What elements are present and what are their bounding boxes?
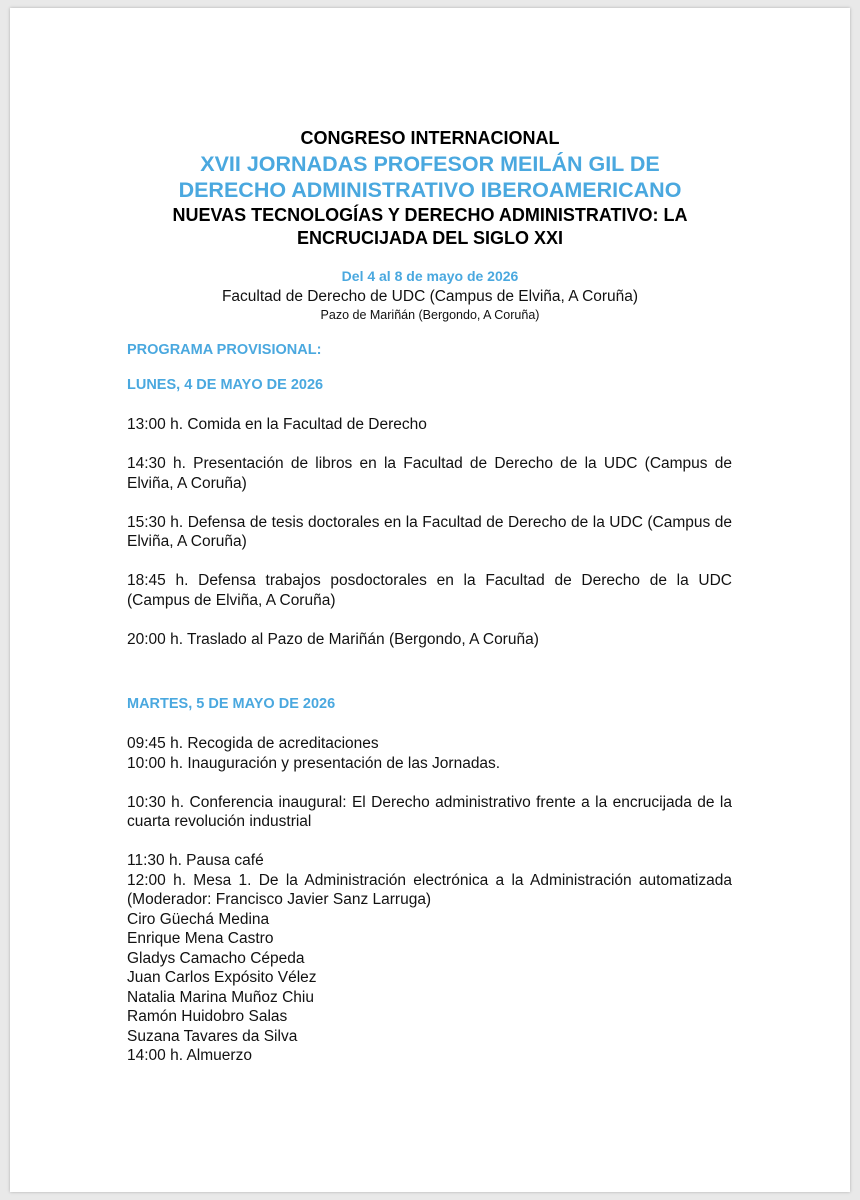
schedule-item: 14:00 h. Almuerzo	[127, 1047, 252, 1064]
speaker-name: Ramón Huidobro Salas	[127, 1008, 288, 1025]
tuesday-schedule	[127, 734, 732, 1066]
schedule-item: 10:30 h. Conferencia inaugural: El Derecho administrativo frente a la encrucijada de la cuarta revolución industrial	[127, 793, 732, 830]
event-dates: Del 4 al 8 de mayo de 2026	[341, 268, 519, 284]
event-subtitle	[0, 204, 860, 250]
schedule-item: 12:00 h. Mesa 1. De la Administración electrónica a la Administración automatizada (Moderador: Francisco Javier Sanz Larruga)	[127, 871, 732, 908]
event-subtitle-line-2: ENCRUCIJADA DEL SIGLO XXI	[296, 228, 564, 248]
speaker-name: Gladys Camacho Cépeda	[127, 949, 305, 967]
congress-label: CONGRESO INTERNACIONAL	[300, 128, 560, 148]
schedule-item: 18:45 h. Defensa trabajos posdoctorales en la Facultad de Derecho de la UDC (Campus de Elviña, A Coruña)	[127, 572, 732, 609]
event-title-line-2: DERECHO ADMINISTRATIVO IBEROAMERICANO	[178, 178, 682, 202]
schedule-item: 11:30 h. Pausa café	[127, 852, 264, 869]
event-subtitle-line-1: NUEVAS TECNOLOGÍAS Y DERECHO ADMINISTRATIVO: LA	[172, 205, 688, 225]
venue-primary: Facultad de Derecho de UDC (Campus de Elviña, A Coruña)	[221, 288, 639, 305]
speaker-name: Ciro Güechá Medina	[127, 910, 270, 928]
speaker-name: Enrique Mena Castro	[127, 930, 274, 947]
monday-schedule	[127, 415, 732, 649]
schedule-item: 10:00 h. Inauguración y presentación de las Jornadas.	[127, 754, 501, 772]
day-heading-tuesday: MARTES, 5 DE MAYO DE 2026	[127, 696, 336, 712]
program-title: PROGRAMA PROVISIONAL:	[127, 342, 322, 358]
schedule-item: 09:45 h. Recogida de acreditaciones	[127, 735, 379, 752]
speaker-name: Suzana Tavares da Silva	[127, 1027, 298, 1045]
schedule-item: 13:00 h. Comida en la Facultad de Derecho	[127, 416, 427, 433]
event-title-line-1: XVII JORNADAS PROFESOR MEILÁN GIL DE	[200, 152, 660, 176]
day-heading-monday: LUNES, 4 DE MAYO DE 2026	[127, 377, 324, 393]
venue-secondary: Pazo de Mariñán (Bergondo, A Coruña)	[320, 308, 540, 322]
schedule-item: 20:00 h. Traslado al Pazo de Mariñán (Bergondo, A Coruña)	[127, 630, 539, 648]
speaker-name: Natalia Marina Muñoz Chiu	[127, 988, 314, 1006]
schedule-item: 14:30 h. Presentación de libros en la Facultad de Derecho de la UDC (Campus de Elviña, A Coruña)	[127, 455, 732, 492]
speaker-name: Juan Carlos Expósito Vélez	[127, 969, 317, 986]
event-title	[0, 151, 860, 203]
schedule-item: 15:30 h. Defensa de tesis doctorales en la Facultad de Derecho de la UDC (Campus de Elviña, A Coruña)	[127, 513, 732, 550]
